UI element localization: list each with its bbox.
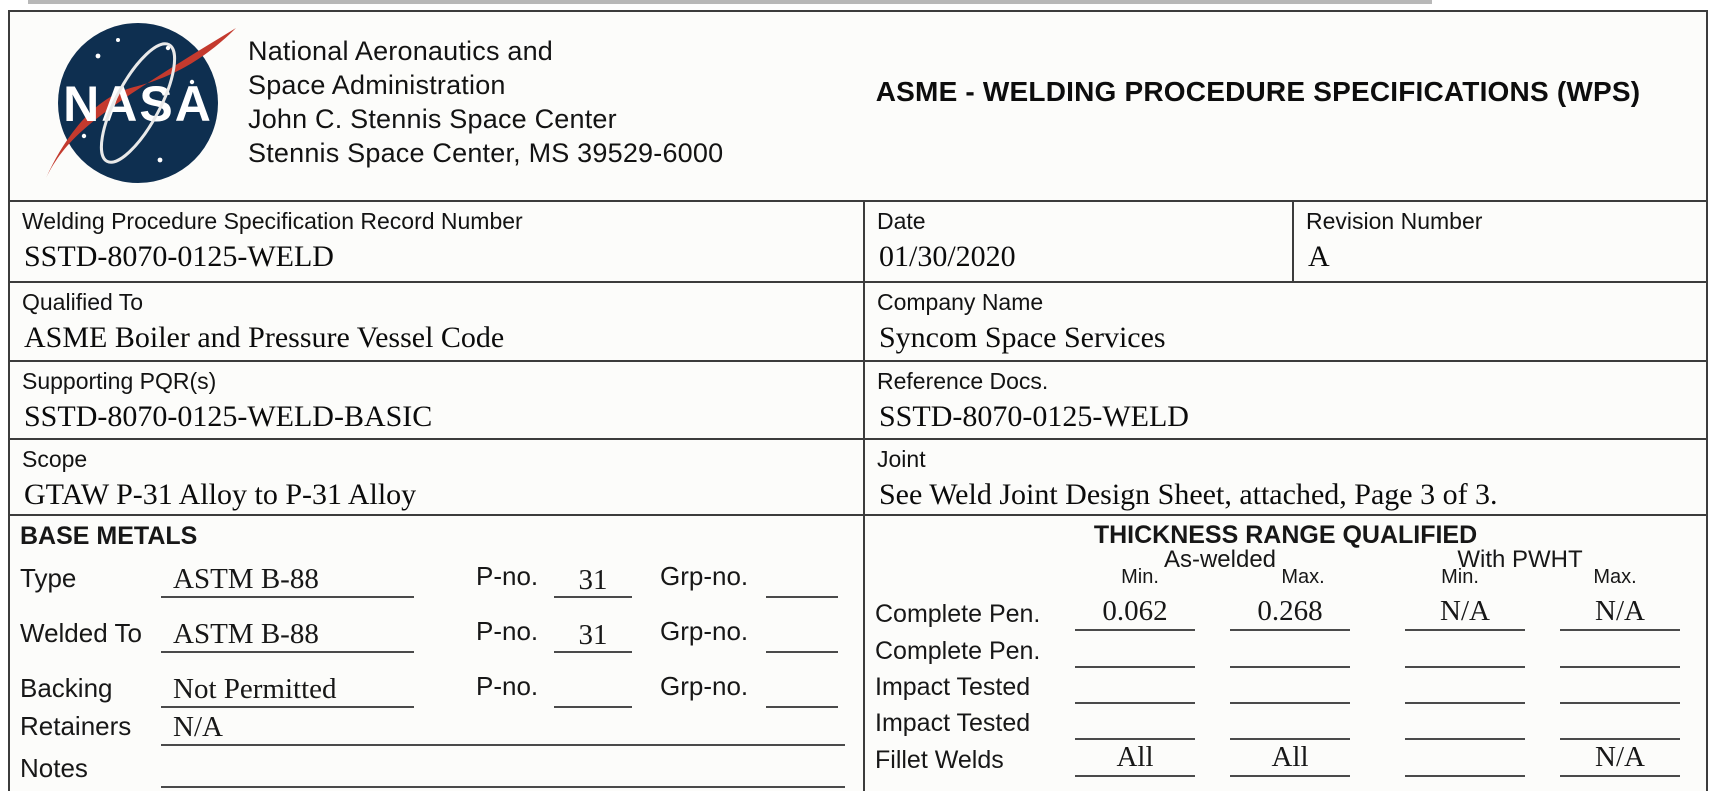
thickness-range-panel bbox=[865, 516, 1706, 791]
value-cell bbox=[1075, 704, 1195, 740]
nasa-logo-icon bbox=[40, 18, 240, 190]
value-cell bbox=[1075, 632, 1195, 668]
row-label: Impact Tested bbox=[875, 673, 1031, 701]
pno-value bbox=[554, 672, 632, 708]
thickness-row-fillet-welds bbox=[865, 743, 1706, 777]
base-metals-section bbox=[10, 514, 1706, 791]
joint-value: See Weld Joint Design Sheet, attached, Page 3 of 3. bbox=[879, 478, 1498, 511]
reference-docs-cell bbox=[865, 362, 1706, 440]
max-column-label: Max. bbox=[1281, 566, 1325, 588]
supporting-pqr-label: Supporting PQR(s) bbox=[22, 368, 217, 394]
revision-label: Revision Number bbox=[1306, 208, 1483, 234]
thickness-title: THICKNESS RANGE QUALIFIED bbox=[1093, 521, 1478, 549]
base-metal-row-retainers bbox=[10, 704, 863, 750]
notes-label: Notes bbox=[20, 753, 88, 783]
row-label: Impact Tested bbox=[875, 709, 1031, 737]
value-cell bbox=[1405, 632, 1525, 668]
scan-artifact bbox=[28, 0, 1432, 4]
scope-label: Scope bbox=[22, 446, 88, 472]
value-cell: N/A bbox=[1405, 595, 1525, 631]
as-welded-group-label: As-welded bbox=[1163, 546, 1277, 573]
scope-value: GTAW P-31 Alloy to P-31 Alloy bbox=[24, 478, 417, 511]
value-cell bbox=[1560, 704, 1680, 740]
document-title: ASME - WELDING PROCEDURE SPECIFICATIONS (WPS) bbox=[875, 76, 1641, 107]
max-column-label: Max. bbox=[1593, 566, 1637, 588]
pno-label: P-no. bbox=[476, 671, 539, 701]
pno-value: 31 bbox=[554, 617, 632, 653]
reference-docs-label: Reference Docs. bbox=[877, 368, 1049, 394]
value-cell: All bbox=[1075, 741, 1195, 777]
wps-form bbox=[8, 10, 1708, 791]
agency-line: National Aeronautics and bbox=[248, 36, 554, 66]
type-label: Type bbox=[20, 563, 77, 593]
qualified-to-cell bbox=[10, 283, 863, 362]
column-divider bbox=[863, 200, 865, 791]
agency-line: John C. Stennis Space Center bbox=[248, 104, 617, 134]
scope-cell bbox=[10, 440, 863, 516]
value-cell bbox=[1560, 668, 1680, 704]
form-header bbox=[10, 12, 1706, 200]
record-number-cell bbox=[10, 202, 863, 283]
welded-to-label: Welded To bbox=[20, 618, 142, 648]
value-cell bbox=[1075, 668, 1195, 704]
notes-value bbox=[161, 750, 845, 788]
value-cell: All bbox=[1230, 741, 1350, 777]
joint-label: Joint bbox=[877, 446, 926, 472]
pno-value: 31 bbox=[554, 562, 632, 598]
value-cell: 0.268 bbox=[1230, 595, 1350, 631]
nasa-logo-text: NASA bbox=[63, 76, 213, 132]
qualified-row bbox=[10, 281, 1706, 362]
pno-label: P-no. bbox=[476, 616, 539, 646]
grpno-label: Grp-no. bbox=[660, 616, 749, 646]
date-label: Date bbox=[877, 208, 926, 234]
qualified-to-label: Qualified To bbox=[22, 289, 144, 315]
scope-row bbox=[10, 438, 1706, 516]
company-value: Syncom Space Services bbox=[879, 321, 1166, 354]
with-pwht-group-label: With PWHT bbox=[1457, 546, 1583, 573]
base-metals-panel bbox=[10, 516, 863, 791]
type-value: ASTM B-88 bbox=[161, 560, 414, 598]
grpno-label: Grp-no. bbox=[660, 561, 749, 591]
value-cell bbox=[1560, 632, 1680, 668]
value-cell: 0.062 bbox=[1075, 595, 1195, 631]
qualified-to-value: ASME Boiler and Pressure Vessel Code bbox=[24, 321, 505, 354]
retainers-label: Retainers bbox=[20, 711, 132, 741]
row-label: Fillet Welds bbox=[875, 746, 1004, 774]
date-cell bbox=[865, 202, 1292, 283]
agency-address bbox=[248, 34, 723, 170]
joint-cell bbox=[865, 440, 1706, 516]
agency-line: Stennis Space Center, MS 39529-6000 bbox=[248, 138, 724, 168]
value-cell bbox=[1230, 704, 1350, 740]
record-row bbox=[10, 200, 1706, 283]
revision-cell bbox=[1294, 202, 1706, 283]
grpno-value bbox=[766, 562, 838, 598]
pqr-row bbox=[10, 360, 1706, 440]
min-column-label: Min. bbox=[1441, 566, 1479, 588]
record-number-value: SSTD-8070-0125-WELD bbox=[24, 240, 334, 273]
row-label: Complete Pen. bbox=[875, 637, 1041, 665]
thickness-row-impact-tested-2 bbox=[865, 706, 1706, 740]
thickness-row-impact-tested-1 bbox=[865, 670, 1706, 704]
record-number-label: Welding Procedure Specification Record Number bbox=[22, 208, 523, 234]
base-metal-row-welded-to bbox=[10, 611, 863, 657]
thickness-row-complete-pen-2 bbox=[865, 634, 1706, 668]
backing-label: Backing bbox=[20, 673, 113, 703]
value-cell: N/A bbox=[1560, 595, 1680, 631]
supporting-pqr-cell bbox=[10, 362, 863, 440]
thickness-row-complete-pen-1 bbox=[865, 597, 1706, 631]
value-cell bbox=[1405, 741, 1525, 777]
company-cell bbox=[865, 283, 1706, 362]
grpno-value bbox=[766, 672, 838, 708]
supporting-pqr-value: SSTD-8070-0125-WELD-BASIC bbox=[24, 400, 433, 433]
base-metals-title: BASE METALS bbox=[20, 522, 198, 550]
company-label: Company Name bbox=[877, 289, 1044, 315]
value-cell bbox=[1405, 704, 1525, 740]
date-value: 01/30/2020 bbox=[879, 240, 1016, 273]
grpno-label: Grp-no. bbox=[660, 671, 749, 701]
value-cell bbox=[1230, 668, 1350, 704]
value-cell bbox=[1405, 668, 1525, 704]
base-metal-row-type bbox=[10, 556, 863, 602]
reference-docs-value: SSTD-8070-0125-WELD bbox=[879, 400, 1189, 433]
backing-value: Not Permitted bbox=[161, 670, 414, 708]
revision-value: A bbox=[1308, 240, 1330, 273]
value-cell bbox=[1230, 632, 1350, 668]
value-cell: N/A bbox=[1560, 741, 1680, 777]
pno-label: P-no. bbox=[476, 561, 539, 591]
grpno-value bbox=[766, 617, 838, 653]
min-column-label: Min. bbox=[1121, 566, 1159, 588]
agency-line: Space Administration bbox=[248, 70, 506, 100]
retainers-value: N/A bbox=[161, 708, 845, 746]
base-metal-row-notes bbox=[10, 746, 863, 791]
row-label: Complete Pen. bbox=[875, 600, 1041, 628]
welded-to-value: ASTM B-88 bbox=[161, 615, 414, 653]
